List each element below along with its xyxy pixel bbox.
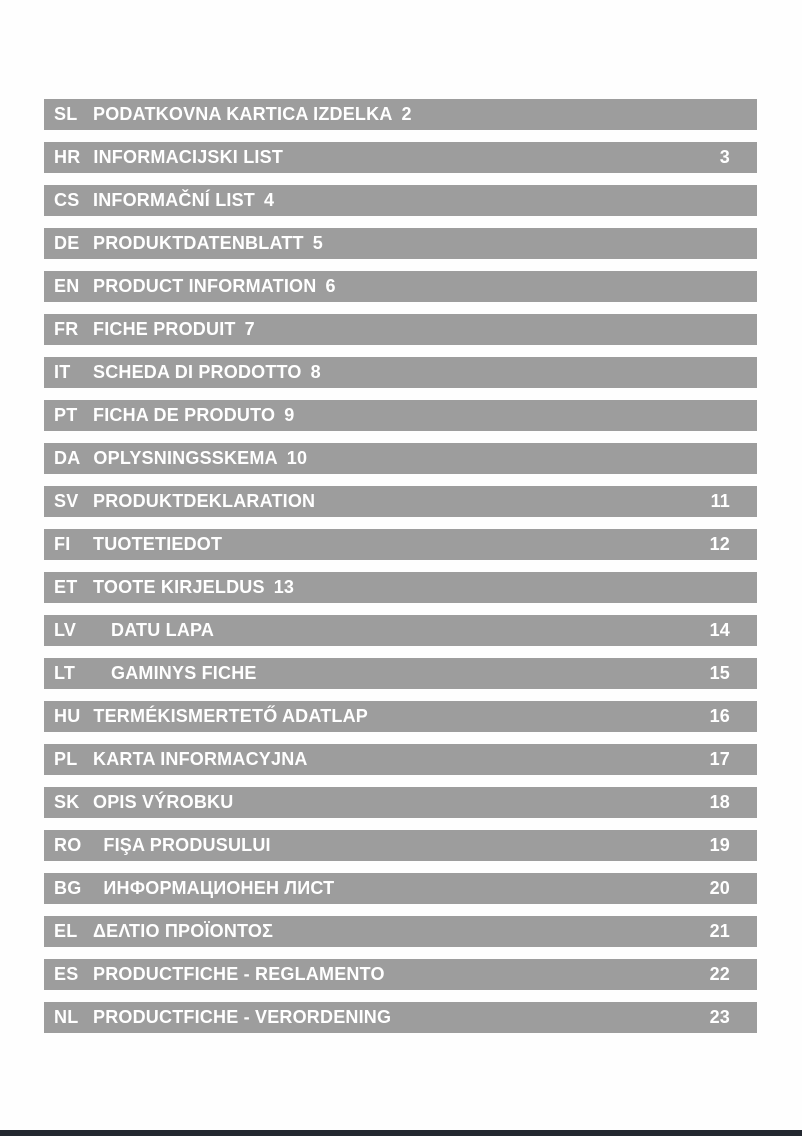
toc-title: OPLYSNINGSSKEMA xyxy=(93,448,278,468)
language-code: SL xyxy=(54,104,78,124)
toc-title: DATU LAPA xyxy=(111,620,215,640)
page-number: 18 xyxy=(709,792,730,812)
language-code: RO xyxy=(54,835,82,855)
toc-row xyxy=(44,400,757,431)
toc-title: PRODUCTFICHE - VERORDENING xyxy=(93,1007,392,1027)
language-code: HR xyxy=(54,147,81,167)
page-number: 12 xyxy=(709,534,730,554)
page-number: 2 xyxy=(401,104,412,124)
page-number: 16 xyxy=(709,706,730,726)
toc-row xyxy=(44,744,757,775)
page-number: 8 xyxy=(310,362,321,382)
toc-list xyxy=(44,99,757,1045)
toc-title: PRODUCTFICHE - REGLAMENTO xyxy=(93,964,385,984)
language-code: ES xyxy=(54,964,79,984)
page-number: 13 xyxy=(273,577,295,597)
page-number: 5 xyxy=(312,233,323,253)
language-code: CS xyxy=(54,190,80,210)
toc-row xyxy=(44,916,757,947)
toc-title: FICHA DE PRODUTO xyxy=(93,405,276,425)
page-number: 20 xyxy=(709,878,730,898)
toc-row xyxy=(44,787,757,818)
toc-row xyxy=(44,1002,757,1033)
toc-title: OPIS VÝROBKU xyxy=(93,792,234,812)
language-code: BG xyxy=(54,878,82,898)
toc-row xyxy=(44,271,757,302)
language-code: DA xyxy=(54,448,81,468)
language-code: IT xyxy=(54,362,71,382)
toc-row xyxy=(44,701,757,732)
toc-title: INFORMACIJSKI LIST xyxy=(93,147,284,167)
toc-title: PRODUKTDEKLARATION xyxy=(93,491,316,511)
page-number: 10 xyxy=(286,448,308,468)
toc-row xyxy=(44,357,757,388)
toc-title: KARTA INFORMACYJNA xyxy=(93,749,308,769)
language-code: DE xyxy=(54,233,80,253)
toc-title: TUOTETIEDOT xyxy=(93,534,223,554)
page-number: 19 xyxy=(709,835,730,855)
toc-row xyxy=(44,486,757,517)
toc-row xyxy=(44,572,757,603)
toc-title: INFORMAČNÍ LIST xyxy=(93,190,255,210)
page-number: 15 xyxy=(709,663,730,683)
toc-row xyxy=(44,873,757,904)
page-number: 23 xyxy=(709,1007,730,1027)
toc-row xyxy=(44,830,757,861)
language-code: PT xyxy=(54,405,78,425)
toc-title: TERMÉKISMERTETŐ ADATLAP xyxy=(93,706,368,726)
language-code: EN xyxy=(54,276,80,296)
page-number: 22 xyxy=(709,964,730,984)
toc-title: GAMINYS FICHE xyxy=(111,663,257,683)
toc-row xyxy=(44,615,757,646)
toc-row xyxy=(44,959,757,990)
language-code: ET xyxy=(54,577,78,597)
toc-title: TOOTE KIRJELDUS xyxy=(93,577,265,597)
page-number: 7 xyxy=(244,319,255,339)
toc-row xyxy=(44,658,757,689)
page-number: 3 xyxy=(719,147,730,167)
toc-title: FIŞA PRODUSULUI xyxy=(103,835,271,855)
toc-row xyxy=(44,185,757,216)
footer-rule xyxy=(0,1130,802,1136)
toc-row xyxy=(44,314,757,345)
language-code: HU xyxy=(54,706,81,726)
toc-title: ИНФОРМАЦИОНЕН ЛИСТ xyxy=(103,878,335,898)
toc-row xyxy=(44,443,757,474)
toc-title: PRODUKTDATENBLATT xyxy=(93,233,304,253)
toc-row xyxy=(44,99,757,130)
toc-title: PODATKOVNA KARTICA IZDELKA xyxy=(93,104,393,124)
language-code: SK xyxy=(54,792,80,812)
toc-title: PRODUCT INFORMATION xyxy=(93,276,317,296)
toc-title: ΔΕΛΤΙΟ ΠΡΟΪΟΝΤΟΣ xyxy=(93,921,274,941)
page-number: 6 xyxy=(325,276,336,296)
page-number: 11 xyxy=(710,491,730,511)
page-number: 9 xyxy=(284,405,295,425)
toc-title: SCHEDA DI PRODOTTO xyxy=(93,362,302,382)
toc-row xyxy=(44,142,757,173)
toc-row xyxy=(44,529,757,560)
toc-title: FICHE PRODUIT xyxy=(93,319,236,339)
page-number: 14 xyxy=(709,620,730,640)
language-code: LV xyxy=(54,620,77,640)
page-number: 17 xyxy=(709,749,730,769)
language-code: EL xyxy=(54,921,78,941)
language-code: SV xyxy=(54,491,79,511)
language-code: FR xyxy=(54,319,79,339)
toc-row xyxy=(44,228,757,259)
page-number: 21 xyxy=(709,921,730,941)
language-code: FI xyxy=(54,534,71,554)
page-number: 4 xyxy=(264,190,275,210)
language-code: LT xyxy=(54,663,76,683)
language-code: PL xyxy=(54,749,78,769)
language-code: NL xyxy=(54,1007,79,1027)
